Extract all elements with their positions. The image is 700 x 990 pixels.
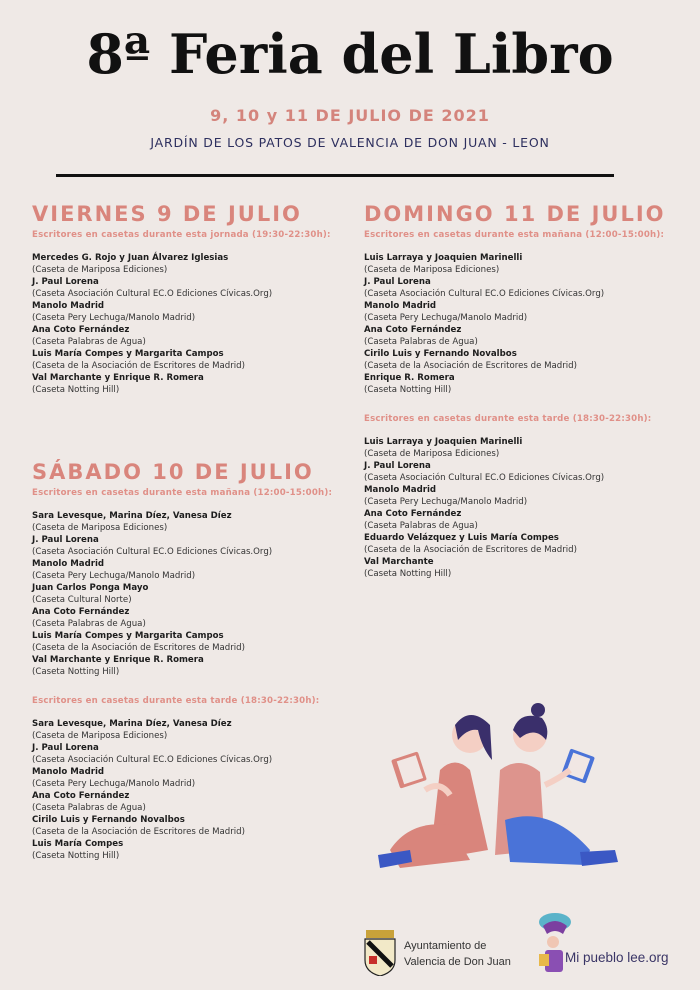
writer-name: J. Paul Lorena <box>32 743 99 753</box>
caseta-name: (Caseta Palabras de Agua) <box>364 337 478 347</box>
writer-name: Sara Levesque, Marina Díez, Vanesa Díez <box>32 511 232 521</box>
writer-entry <box>364 532 694 556</box>
page-title: 8ª Feria del Libro <box>86 22 614 86</box>
writer-entry <box>364 460 694 484</box>
writer-entry <box>364 372 694 396</box>
writer-entry <box>32 300 342 324</box>
writer-entry <box>32 654 342 678</box>
day-viernes <box>32 202 342 396</box>
writer-entry <box>32 534 342 558</box>
caseta-name: (Caseta de Mariposa Ediciones) <box>364 449 500 459</box>
day-heading: SÁBADO 10 DE JULIO <box>32 460 314 484</box>
writer-entry <box>364 436 694 460</box>
caseta-name: (Caseta Palabras de Agua) <box>364 521 478 531</box>
day-heading: DOMINGO 11 DE JULIO <box>364 202 666 226</box>
writer-entry <box>32 790 342 814</box>
writer-name: Mercedes G. Rojo y Juan Álvarez Iglesias <box>32 253 229 263</box>
writer-name: J. Paul Lorena <box>32 277 99 287</box>
caseta-name: (Caseta Notting Hill) <box>364 385 452 395</box>
caseta-name: (Caseta Pery Lechuga/Manolo Madrid) <box>32 313 196 323</box>
writer-name: Val Marchante y Enrique R. Romera <box>32 655 204 665</box>
session-label: Escritores en casetas durante esta mañana (12:00-15:00h): <box>32 488 333 498</box>
writer-name: J. Paul Lorena <box>32 535 99 545</box>
writer-entry <box>32 372 342 396</box>
caseta-name: (Caseta Notting Hill) <box>364 569 452 579</box>
caseta-name: (Caseta Cultural Norte) <box>32 595 132 605</box>
session-label: Escritores en casetas durante esta jornada (19:30-22:30h): <box>32 230 331 240</box>
caseta-name: (Caseta Palabras de Agua) <box>32 619 146 629</box>
writer-name: Manolo Madrid <box>32 767 105 777</box>
caseta-name: (Caseta de Mariposa Ediciones) <box>32 265 168 275</box>
writer-entry <box>32 510 342 534</box>
caseta-name: (Caseta Asociación Cultural EC.O Ediciones Cívicas.Org) <box>364 473 605 483</box>
writer-entry <box>364 484 694 508</box>
event-dates: 9, 10 y 11 DE JULIO DE 2021 <box>210 106 490 125</box>
writer-entry <box>32 558 342 582</box>
caseta-name: (Caseta Pery Lechuga/Manolo Madrid) <box>32 571 196 581</box>
writer-name: J. Paul Lorena <box>364 277 431 287</box>
writer-entry <box>364 252 694 276</box>
divider-rule <box>56 174 614 177</box>
mipueblo-text: Mi pueblo lee.org <box>565 950 669 965</box>
caseta-name: (Caseta Palabras de Agua) <box>32 337 146 347</box>
caseta-name: (Caseta de la Asociación de Escritores de Madrid) <box>364 361 577 371</box>
writer-entry <box>32 252 342 276</box>
writer-name: Ana Coto Fernández <box>364 325 462 335</box>
caseta-name: (Caseta de Mariposa Ediciones) <box>32 731 168 741</box>
writer-name: Luis Larraya y Joaquien Marinelli <box>364 437 523 447</box>
session-label: Escritores en casetas durante esta tarde (18:30-22:30h): <box>364 414 652 424</box>
writer-name: Luis Larraya y Joaquien Marinelli <box>364 253 523 263</box>
writer-name: Manolo Madrid <box>32 301 105 311</box>
caseta-name: (Caseta Asociación Cultural EC.O Ediciones Cívicas.Org) <box>32 289 273 299</box>
writer-name: Cirilo Luis y Fernando Novalbos <box>364 349 517 359</box>
caseta-name: (Caseta Notting Hill) <box>32 385 120 395</box>
caseta-name: (Caseta Asociación Cultural EC.O Ediciones Cívicas.Org) <box>32 547 273 557</box>
caseta-name: (Caseta de la Asociación de Escritores de Madrid) <box>32 361 245 371</box>
session-label: Escritores en casetas durante esta tarde (18:30-22:30h): <box>32 696 320 706</box>
ayuntamiento-line2: Valencia de Don Juan <box>404 956 511 968</box>
writer-name: Val Marchante <box>364 557 434 567</box>
session-list <box>364 252 694 396</box>
session-list <box>32 510 342 678</box>
writer-name: Juan Carlos Ponga Mayo <box>32 583 149 593</box>
caseta-name: (Caseta de Mariposa Ediciones) <box>364 265 500 275</box>
writer-name: Ana Coto Fernández <box>32 791 130 801</box>
writer-name: Ana Coto Fernández <box>364 509 462 519</box>
day-sabado <box>32 460 342 862</box>
session-list <box>364 436 694 580</box>
caseta-name: (Caseta de la Asociación de Escritores de Madrid) <box>32 643 245 653</box>
writer-name: Luis María Compes y Margarita Campos <box>32 349 224 359</box>
caseta-name: (Caseta de la Asociación de Escritores de Madrid) <box>364 545 577 555</box>
caseta-name: (Caseta Pery Lechuga/Manolo Madrid) <box>32 779 196 789</box>
writer-entry <box>364 348 694 372</box>
writer-name: Ana Coto Fernández <box>32 607 130 617</box>
writer-entry <box>32 718 342 742</box>
caseta-name: (Caseta Notting Hill) <box>32 851 120 861</box>
writer-entry <box>364 508 694 532</box>
writer-entry <box>32 630 342 654</box>
writer-entry <box>364 276 694 300</box>
writer-name: Manolo Madrid <box>364 485 437 495</box>
caseta-name: (Caseta Asociación Cultural EC.O Ediciones Cívicas.Org) <box>32 755 273 765</box>
writer-name: Enrique R. Romera <box>364 373 455 383</box>
writer-entry <box>364 324 694 348</box>
writer-entry <box>364 556 694 580</box>
writer-entry <box>32 582 342 606</box>
writer-entry <box>32 606 342 630</box>
day-domingo <box>364 202 694 580</box>
writer-entry <box>32 766 342 790</box>
day-heading: VIERNES 9 DE JULIO <box>32 202 302 226</box>
mipueblo-reader-icon <box>535 908 575 978</box>
writer-name: Ana Coto Fernández <box>32 325 130 335</box>
readers-illustration <box>370 700 630 875</box>
writer-entry <box>32 276 342 300</box>
caseta-name: (Caseta Pery Lechuga/Manolo Madrid) <box>364 497 528 507</box>
mipueblo-logo <box>535 908 685 978</box>
writer-entry <box>32 742 342 766</box>
session-list <box>32 718 342 862</box>
caseta-name: (Caseta Palabras de Agua) <box>32 803 146 813</box>
writer-name: Cirilo Luis y Fernando Novalbos <box>32 815 185 825</box>
writer-name: J. Paul Lorena <box>364 461 431 471</box>
writer-name: Eduardo Velázquez y Luis María Compes <box>364 533 559 543</box>
ayuntamiento-line1: Ayuntamiento de <box>404 940 487 952</box>
caseta-name: (Caseta Pery Lechuga/Manolo Madrid) <box>364 313 528 323</box>
session-list <box>32 252 342 396</box>
session-label: Escritores en casetas durante esta mañana (12:00-15:00h): <box>364 230 665 240</box>
writer-entry <box>32 348 342 372</box>
writer-name: Manolo Madrid <box>364 301 437 311</box>
ayuntamiento-logo <box>360 928 510 978</box>
event-venue: JARDÍN DE LOS PATOS DE VALENCIA DE DON JUAN - LEON <box>150 135 550 150</box>
writer-name: Sara Levesque, Marina Díez, Vanesa Díez <box>32 719 232 729</box>
caseta-name: (Caseta Asociación Cultural EC.O Ediciones Cívicas.Org) <box>364 289 605 299</box>
writer-name: Luis María Compes <box>32 839 124 849</box>
writer-name: Luis María Compes y Margarita Campos <box>32 631 224 641</box>
writer-name: Manolo Madrid <box>32 559 105 569</box>
caseta-name: (Caseta de la Asociación de Escritores de Madrid) <box>32 827 245 837</box>
writer-entry <box>32 324 342 348</box>
caseta-name: (Caseta Notting Hill) <box>32 667 120 677</box>
caseta-name: (Caseta de Mariposa Ediciones) <box>32 523 168 533</box>
writer-name: Val Marchante y Enrique R. Romera <box>32 373 204 383</box>
writer-entry <box>32 814 342 838</box>
writer-entry <box>364 300 694 324</box>
coat-of-arms-icon <box>362 930 398 976</box>
writer-entry <box>32 838 342 862</box>
